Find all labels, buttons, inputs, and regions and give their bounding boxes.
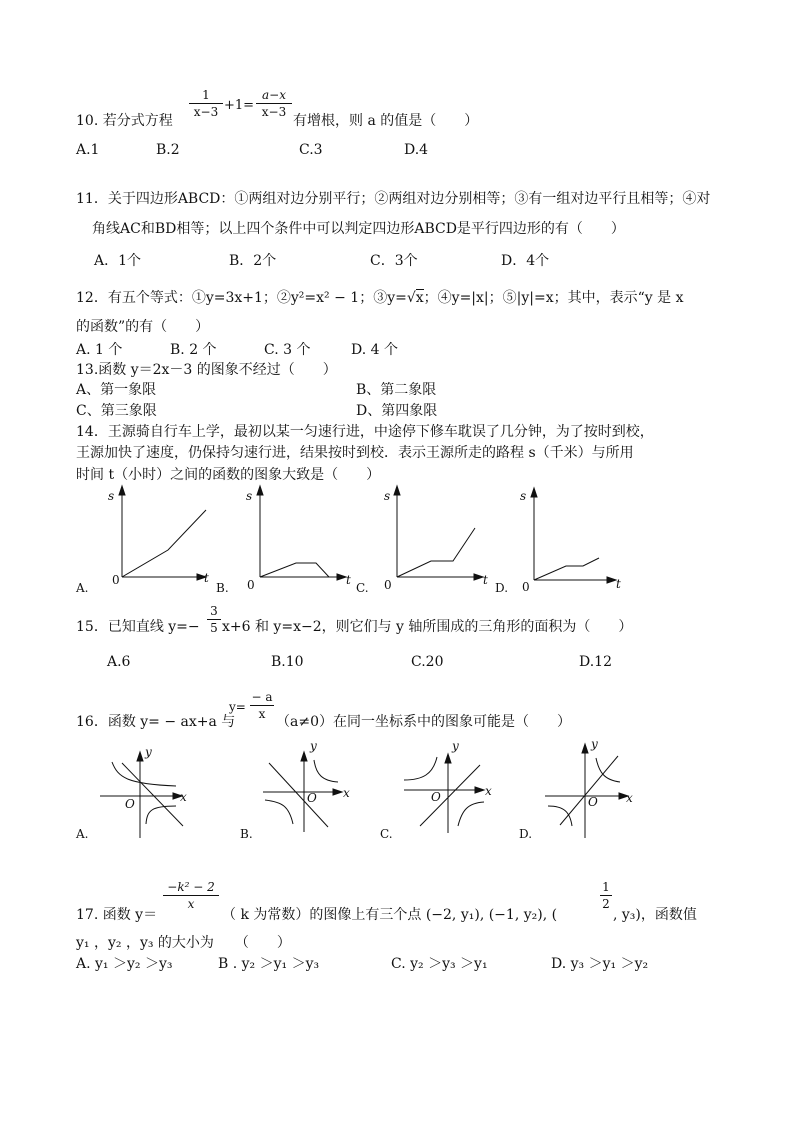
q16-c-axis-y: y [452, 739, 459, 753]
q16-a-origin: O [125, 797, 135, 811]
q17-frac-num: −k² − 2 [167, 880, 215, 894]
q16-frac-num: − a [251, 690, 273, 704]
q16-d-axis-y: y [591, 737, 598, 751]
q11-option-c: C．3个 [370, 253, 418, 269]
q12-option-c: C. 3 个 [264, 342, 311, 358]
q14-a-axis-y: s [108, 489, 115, 503]
q11-option-d: D．4个 [501, 253, 550, 269]
q16-graph-c [404, 754, 484, 833]
q14-a-label: A. [76, 581, 89, 595]
q16-c-axis-x: x [485, 784, 492, 798]
q16-d-axis-x: x [626, 791, 633, 805]
q10-option-b: B.2 [156, 142, 180, 158]
q11-option-a: A．1个 [94, 253, 142, 269]
q16-b-axis-x: x [343, 786, 350, 800]
q16-b-axis-y: y [310, 739, 317, 753]
q16-d-label: D. [519, 827, 533, 841]
q10-option-c: C.3 [299, 142, 323, 158]
q17-option-d: D. y₃ ＞y₁ ＞y₂ [551, 956, 649, 972]
q16-suffix: （a≠0）在同一坐标系中的图象可能是（ ） [276, 714, 571, 730]
q11-line-2: 角线AC和BD相等；以上四个条件中可以判定四边形ABCD是平行四边形的有（ ） [92, 221, 625, 237]
q15-suffix: x+6 和 y=x−2，则它们与 y 轴所围成的三角形的面积为（ ） [222, 619, 633, 635]
q10-frac1-num: 1 [202, 88, 210, 102]
q14-c-axis-x: t [483, 573, 488, 587]
q14-b-axis-y: s [246, 489, 253, 503]
q14-c-axis-y: s [384, 489, 391, 503]
q14-c-origin: 0 [384, 578, 392, 592]
q12-option-d: D. 4 个 [351, 342, 398, 358]
q17-option-a: A. y₁ ＞y₂ ＞y₃ [76, 956, 173, 972]
q17-end: , y₃)，函数值 [613, 907, 697, 923]
q10-frac1-den: x−3 [193, 105, 219, 119]
q14-b-axis-x: t [346, 573, 351, 587]
q10-plus-one: +1= [224, 98, 255, 113]
q14-d-axis-x: t [616, 577, 621, 591]
q16-graph-d [545, 744, 628, 838]
q16-b-origin: O [307, 791, 317, 805]
q12-sqrt-arg: x [415, 290, 424, 306]
q14-line-3: 时间 t（小时）之间的函数的图象大致是（ ） [76, 467, 381, 483]
q14-c-label: C. [356, 581, 369, 595]
q17-option-c: C. y₂ ＞y₃ ＞y₁ [391, 956, 488, 972]
q16-graph-a [100, 752, 183, 838]
q12-line-1b: ；④y=|x|；⑤|y|=x；其中，表示“y 是 x [423, 290, 684, 306]
q11-option-b: B．2个 [229, 253, 277, 269]
q16-c-label: C. [380, 827, 393, 841]
q17-half-fraction [600, 880, 612, 911]
q17-option-b: B . y₂ ＞y₁ ＞y₃ [218, 956, 320, 972]
q10-prefix: 10. 若分式方程 [76, 113, 173, 129]
q17-fraction [163, 880, 219, 911]
sqrt-icon: √ [406, 290, 416, 306]
q13-option-d: D、第四象限 [356, 403, 438, 419]
q17-prefix: 17. 函数 y＝ [76, 907, 158, 923]
q17-half-den: 2 [602, 897, 610, 911]
q17-frac-den: x [187, 897, 195, 911]
q11-line-1: 11．关于四边形ABCD：①两组对边分别平行；②两组对边分别相等；③有一组对边平行且相等；④对 [76, 191, 711, 207]
q16-a-axis-x: x [180, 790, 187, 804]
q13-option-a: A、第一象限 [76, 382, 157, 398]
q15-frac-den: 5 [210, 621, 218, 635]
q14-a-origin: 0 [112, 573, 120, 587]
q15-option-c: C.20 [411, 654, 444, 670]
q16-d-origin: O [588, 795, 598, 809]
q10-suffix: 有增根，则 a 的值是（ ） [293, 113, 479, 129]
q17-half-num: 1 [602, 880, 610, 894]
q15-prefix: 15．已知直线 y=− [76, 619, 200, 635]
q17-line-2: y₁ ，y₂ ，y₃ 的大小为 （ ） [76, 935, 291, 951]
q14-b-origin: 0 [247, 578, 255, 592]
q12-option-b: B. 2 个 [170, 342, 217, 358]
q13-option-b: B、第二象限 [356, 382, 437, 398]
q16-b-label: B. [240, 827, 253, 841]
q10-option-d: D.4 [404, 142, 429, 158]
q12-line-2: 的函数”的有（ ） [76, 319, 210, 335]
q10-frac2-den: x−3 [261, 105, 287, 119]
q14-d-axis-y: s [520, 489, 527, 503]
q16-graph-b [263, 752, 342, 832]
q15-option-b: B.10 [271, 654, 304, 670]
q10-frac2-num: a−x [262, 88, 286, 102]
q14-d-label: D. [495, 581, 509, 595]
q12-line-1a: 12．有五个等式：①y=3x+1；②y²=x² − 1；③y= [76, 290, 407, 306]
q14-d-origin: 0 [522, 580, 530, 594]
q14-line-2: 王源加快了速度，仍保持匀速行进，结果按时到校．表示王源所走的路程 s（千米）与所用 [76, 445, 634, 461]
q16-a-axis-y: y [145, 745, 152, 759]
q16-y-eq: y= [229, 700, 246, 714]
q14-line-1: 14．王源骑自行车上学，最初以某一匀速行进，中途停下修车耽误了几分钟，为了按时到校， [76, 424, 654, 440]
q16-frac-den: x [258, 707, 266, 721]
q16-c-origin: O [431, 790, 441, 804]
q17-mid: （ k 为常数）的图像上有三个点 (−2, y₁), (−1, y₂), ( [222, 907, 558, 923]
q13-option-c: C、第三象限 [76, 403, 157, 419]
q15-option-a: A.6 [107, 654, 131, 670]
q15-option-d: D.12 [579, 654, 612, 670]
q16-a-label: A. [76, 827, 89, 841]
q15-frac-num: 3 [210, 604, 218, 618]
q13-stem: 13.函数 y＝2x－3 的图象不经过（ ） [76, 362, 337, 378]
q16-prefix: 16．函数 y= − ax+a 与 [76, 714, 236, 730]
q10-option-a: A.1 [76, 142, 100, 158]
q12-option-a: A. 1 个 [76, 342, 123, 358]
q14-b-label: B. [216, 581, 229, 595]
q14-a-axis-x: t [204, 571, 209, 585]
